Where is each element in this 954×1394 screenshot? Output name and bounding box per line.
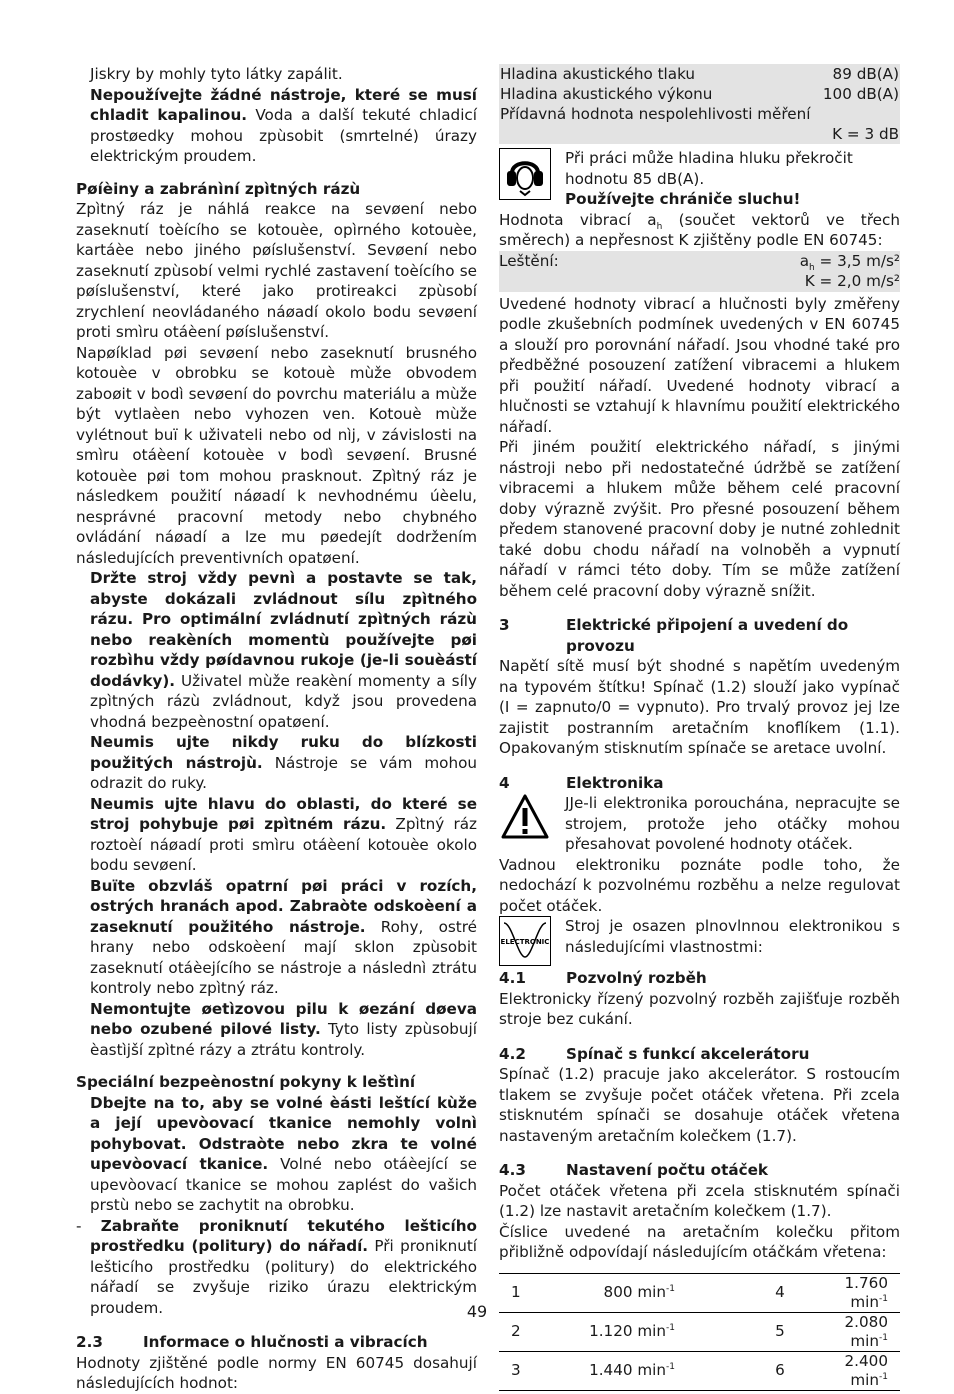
rpm-unit: min	[637, 1283, 667, 1301]
text: Rohy, ostré hrany nebo odskoèení mají sklon zpùsobit zaseknutí otáèejícího se nástroje a následnì ztrátu kontroly nebo zpìtný ráz.	[90, 917, 477, 997]
rpm-exponent: -1	[666, 1322, 675, 1333]
bold-text: Zabraňte proniknutí tekutého lešticího prostředku (politury) do nářadí.	[90, 1216, 477, 1255]
table-row	[499, 84, 900, 104]
table-cell: 4	[775, 1283, 785, 1301]
table-row	[499, 104, 900, 124]
paragraph: Při práci může hladina hluku překročit hodnotu 85 dB(A).	[565, 149, 853, 188]
paragraph: Stroj je osazen plnovlnnou elektronikou s následujícími vlastnostmi:	[565, 917, 900, 956]
section-number: 4.2	[499, 1044, 526, 1063]
section-title: Elektronika	[566, 773, 664, 792]
paragraph: Spínač (1.2) pracuje jako akcelerátor. S rostoucím tlakem se zvyšuje počet otáček vřetena. Při zcela stisknutém spínači se dosahuje otáček vřetena nastaveným aretačním kolečkem (1.7).	[499, 1065, 900, 1145]
bold-text: Neumis ujte nikdy ruku do blízkosti použitých nástrojù.	[90, 733, 477, 772]
rpm-unit: min	[637, 1361, 667, 1379]
section-title: Elektrické připojení a uvedení do provozu	[566, 616, 849, 655]
right-column	[499, 64, 900, 1391]
table-cell: Hladina akustického tlaku	[499, 64, 793, 84]
table-cell: Hladina akustického výkonu	[499, 84, 793, 104]
table-cell: Přídavná hodnota nespolehlivosti měření	[499, 104, 900, 124]
text: Nástroje se vám mohou odrazit do ruky.	[90, 753, 477, 792]
paragraph	[76, 568, 477, 732]
paragraph: Hodnoty zjištěné podle normy EN 60745 dosahují následujících hodnot:	[76, 1353, 477, 1392]
bold-text: Dbejte na to, aby se volné èásti leštící kùže a její upevòovací tkanice nemohly volnì pohybovat. Odstraòte nebo zkra te volné upevòovací tkanice.	[90, 1093, 477, 1173]
paragraph	[76, 85, 477, 167]
table-row	[499, 1351, 900, 1390]
rpm-exponent: -1	[666, 1283, 675, 1294]
paragraph	[76, 876, 477, 999]
warning-triangle-icon	[499, 793, 551, 849]
section-number: 4.3	[499, 1161, 526, 1179]
table-cell: 89 dB(A)	[793, 64, 900, 84]
rpm-value: 1.440	[589, 1361, 633, 1379]
table-cell: 5	[675, 1312, 825, 1351]
noise-table	[499, 64, 900, 144]
rpm-table	[499, 1273, 900, 1391]
heading-kickback: Pøíèiny a zabránìní zpìtných rázù	[76, 179, 361, 198]
bold-text: Držte stroj vždy pevnì a postavte se tak, abyste dokázali zvládnout sílu zpìtného rázu. Pro optimální zvládnutí zpìtných rázù nebo reakèních momentù používejte pøi rozbìhu vždy pøídavnou rukoje (je-li souèástí dodávky).	[90, 569, 477, 690]
table-cell	[825, 1351, 900, 1390]
table-cell: 2	[499, 1312, 525, 1351]
section-heading-4	[499, 773, 900, 794]
section-number: 4	[499, 773, 510, 792]
subscript: h	[656, 221, 663, 232]
dash: -	[76, 1216, 101, 1235]
paragraph: Napøíklad pøi sevøení nebo zaseknutí brusného kotouèe v obrobku se kotouè mùže obvodem zaboøit v bodì sevøení do povrchu materiálu a mùže být vytlaèen nebo vyhozen ven. Kotouè mùže vylétnout buï k uživateli nebo od nìj, v závislosti na smìru otáèení kotouèe v bodì sevøení. Brusné kotouèe pøi tom mohou prasknout. Zpìtný ráz je následkem použití náøadí k nevhodnému úèelu, nesprávné pracovní metody nebo chybného ovládání náøadí a lze mu pøedejít dodržením následujících preventivních opatøení.	[76, 343, 477, 567]
table-cell: K = 3 dB	[499, 124, 900, 144]
section-title: Informace o hlučnosti a vibracích	[143, 1333, 428, 1351]
paragraph: Počet otáček vřetena při zcela stisknutém spínači (1.2) lze nastavit aretačním kolečkem (1.7).	[499, 1181, 900, 1220]
left-column	[76, 64, 477, 1394]
text: a	[799, 251, 809, 270]
rpm-unit: min	[850, 1331, 880, 1350]
table-row	[499, 124, 900, 144]
text: (součet vektorů ve třech směrech) a nepřesnost K zjištěny podle EN 60745:	[499, 210, 900, 249]
heading-polishing: Speciální bezpeènostní pokyny k leštìní	[76, 1073, 416, 1091]
paragraph: JJe-li elektronika porouchána, nepracujte se strojem, protože jeho otáčky mohou přesahovat povolené hodnoty otáček.	[565, 794, 900, 853]
bold-text: Neumis ujte hlavu do oblasti, do které se stroj pohybuje pøi zpìtném rázu.	[90, 794, 477, 833]
section-number: 4.1	[499, 969, 526, 987]
table-cell	[525, 1351, 675, 1390]
rpm-unit: min	[637, 1322, 667, 1340]
paragraph: Číslice uvedené na aretačním kolečku přitom přibližně odpovídají následujícím otáčkám vřetena:	[499, 1222, 900, 1261]
rpm-exponent: -1	[879, 1293, 888, 1304]
bold-text: Buïte obzvláš opatrní pøi práci v rozích, ostrých hranách apod. Zabraòte odskoèení a zaseknutí použitého nástroje.	[90, 876, 477, 936]
ear-protection-block	[499, 148, 900, 210]
paragraph	[76, 732, 477, 794]
rpm-unit: min	[850, 1370, 880, 1389]
paragraph: Jiskry by mohly tyto látky zapálit.	[90, 65, 343, 83]
text: Hodnota vibrací a	[499, 210, 657, 229]
table-cell: 6	[675, 1351, 825, 1390]
rpm-value: 1.760	[844, 1273, 888, 1292]
subscript: h	[809, 262, 815, 273]
ear-protection-icon	[499, 148, 551, 200]
rpm-exponent: -1	[879, 1371, 888, 1382]
vibration-value	[800, 251, 900, 272]
paragraph	[499, 210, 900, 251]
section-title: Pozvolný rozběh	[566, 969, 707, 987]
rpm-exponent: -1	[879, 1332, 888, 1343]
section-title: Nastavení počtu otáček	[566, 1161, 769, 1179]
text: Tyto listy zpùsobují èastìjší zpìtné rázy a ztrátu kontroly.	[90, 1020, 477, 1059]
vibration-uncertainty-row	[499, 271, 900, 292]
paragraph	[76, 794, 477, 876]
paragraph: Uvedené hodnoty vibrací a hlučnosti byly změřeny podle zkušebních podmínek uvedených v EN 60745 a slouží pro porovnání nářadí. Jsou vhodné také pro předběžné posouzení zatížení vibracemi a hlukem při použití nářadí. Uvedené hodnoty vibrací a hlučnosti se vztahují k hlavnímu použití elektrického nářadí.	[499, 294, 900, 436]
rpm-value: 2.400	[844, 1351, 888, 1370]
electronic-label: ELECTRONIC	[500, 938, 550, 946]
electronic-block	[499, 916, 900, 966]
paragraph	[76, 999, 477, 1061]
vibration-uncertainty: K = 2,0 m/s²	[804, 272, 900, 290]
electronics-warning-block	[499, 793, 900, 855]
paragraph: Při jiném použití elektrického nářadí, s jinými nástroji nebo při nedostatečné údržbě se zatížení vibracemi a hlukem může během celé pracovní doby výrazně zvýšit. Pro přesné posouzení během předem stanovené pracovní doby je nutné zohlednit také dobu chodu nářadí na volnoběh a vypnutí nářadí v rámci této doby. Tím se může zatížení během celé pracovní doby výrazně snížit.	[499, 438, 900, 600]
text: Při proniknutí lešticího prostředku (politury) do elektrického nářadí se zvyšuje riziko úrazu elektrickým proudem.	[90, 1237, 478, 1317]
table-cell: 1	[511, 1283, 521, 1301]
text: Volné nebo otáèející se upevòovací tkanice se mohou zaplést do vašich prstù nebo se zachytit na obrobku.	[90, 1155, 477, 1214]
rpm-value: 1.120	[589, 1322, 633, 1340]
section-heading-3	[499, 615, 900, 656]
page-number: 49	[466, 1302, 488, 1321]
electronic-icon	[499, 916, 551, 966]
table-cell: 3	[499, 1351, 525, 1390]
bold-text: Nepoužívejte žádné nástroje, které se musí chladit kapalinou.	[90, 85, 477, 124]
rpm-exponent: -1	[666, 1361, 675, 1372]
section-heading-4-1	[499, 968, 900, 989]
section-number: 3	[499, 616, 510, 634]
vibration-row	[499, 251, 900, 272]
text: = 3,5 m/s²	[814, 251, 900, 270]
paragraph: Zpìtný ráz je náhlá reakce na sevøení nebo zaseknutí toèícího se kotouèe, opìrného kotouèe, kartáèe nebo jiného pøíslušenství. Sevøení nebo zaseknutí zpùsobí velmi rychlé zastavení toèícího se pøíslušenství, které jako protireakci zpùsobí zrychlení neovládaného náøadí okolo bodu sevøení proti smìru otáèení pøíslušenství.	[76, 200, 477, 341]
section-heading-2-3	[76, 1332, 477, 1353]
paragraph: Napětí sítě musí být shodné s napětím uvedeným na typovém štítku! Spínač (1.2) slouží jako vypínač (I = zapnuto/0 = vypnuto). Pro trvalý provoz jej lze zajistit postranním aretačním knoflíkem (1.1). Opakovaným stisknutím spínače se aretace uvolní.	[499, 657, 900, 757]
text: Zpìtný ráz roztoèí náøadí proti smìru otáèení kotouèe okolo bodu sevøení.	[90, 815, 478, 874]
text: Uživatel mùže reakèní momenty a síly zpìtných rázù zvládnout, když jsou provedena vhodná bezpeènostní opatøení.	[90, 671, 477, 731]
rpm-value: 2.080	[844, 1312, 888, 1331]
paragraph	[76, 1093, 477, 1216]
warning-text: Používejte chrániče sluchu!	[565, 190, 801, 208]
vibration-label: Leštění:	[499, 251, 559, 270]
bold-text: Nemontujte øetìzovou pilu k øezání døeva nebo ozubené pilové listy.	[90, 999, 477, 1038]
text: Voda a další tekuté chladicí prostøedky mohou zpùsobit (smrtelné) úrazy elektrickým proudem.	[90, 106, 477, 165]
section-heading-4-2	[499, 1044, 900, 1065]
paragraph: Elektronicky řízený pozvolný rozběh zajišťuje rozběh stroje bez cukání.	[499, 989, 900, 1028]
section-title: Spínač s funkcí akcelerátoru	[566, 1044, 810, 1063]
section-heading-4-3	[499, 1160, 900, 1181]
rpm-value: 800	[603, 1283, 633, 1301]
rpm-unit: min	[850, 1292, 880, 1311]
table-cell: 100 dB(A)	[793, 84, 900, 104]
section-number: 2.3	[76, 1333, 103, 1351]
table-row	[499, 64, 900, 84]
paragraph: Vadnou elektroniku poznáte podle toho, že nedochází k pozvolnému rozběhu a nelze regulovat počet otáček.	[499, 855, 900, 915]
